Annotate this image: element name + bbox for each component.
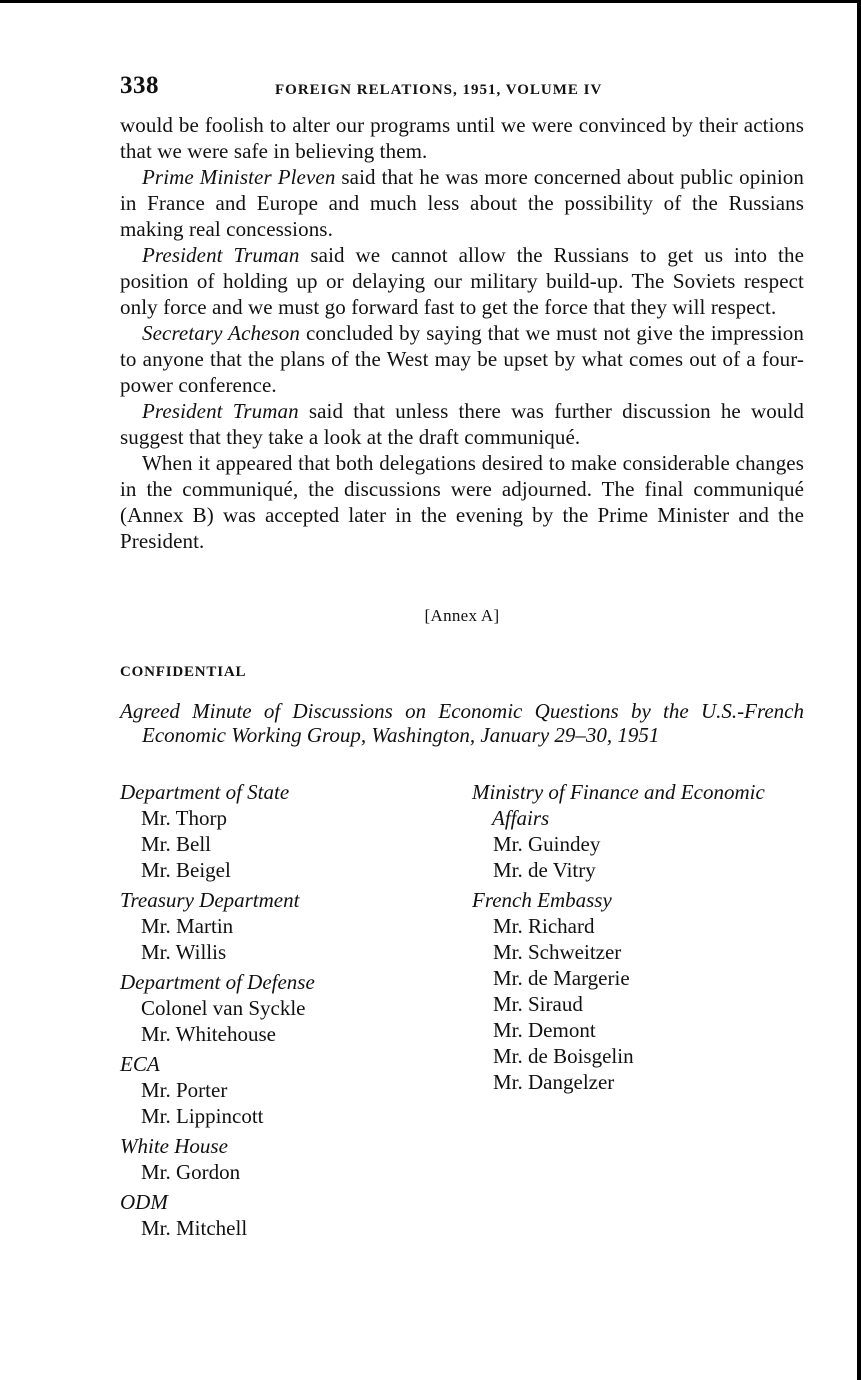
paragraph-text: When it appeared that both delegations desired to make considerable changes in the communiqué, the discussions were adjourned. The final communiqué (Annex B) was accepted later in the evening by the Prime Minister and the President.	[120, 451, 804, 553]
participant-group	[120, 779, 460, 883]
group-name: Ministry of Finance and Economic Affairs	[472, 780, 765, 830]
scan-border-top	[0, 0, 861, 3]
participant-name: Mr. Thorp	[141, 806, 227, 830]
paragraph-text: said that he was more concerned about public opinion in France and Europe and much less about the possibility of the Russians making real concessions.	[120, 165, 804, 241]
participant-name: Mr. de Vitry	[493, 858, 596, 882]
participant-name: Mr. Willis	[141, 940, 227, 964]
paragraph	[120, 164, 804, 242]
paragraph-text: said that unless there was further discussion he would suggest that they take a look at the draft communiqué.	[120, 399, 804, 449]
participant-group	[120, 1133, 460, 1185]
paragraph	[120, 450, 804, 554]
us-participants-column	[120, 779, 460, 1245]
paragraph	[120, 242, 804, 320]
participant-name: Mr. Schweitzer	[493, 940, 622, 964]
participant-name: Mr. Mitchell	[141, 1216, 248, 1240]
paragraph-text: concluded by saying that we must not give the impression to anyone that the plans of the West may be upset by what comes out of a four-power conference.	[120, 321, 804, 397]
participant-name: Mr. Martin	[141, 914, 234, 938]
participant-name: Colonel van Syckle	[141, 996, 306, 1020]
participant-name: Mr. de Boisgelin	[493, 1044, 634, 1068]
running-head: FOREIGN RELATIONS, 1951, VOLUME IV	[275, 82, 603, 98]
participant-name: Mr. Beigel	[141, 858, 231, 882]
participants-list	[120, 779, 804, 1239]
participant-name: Mr. Bell	[141, 832, 212, 856]
speaker-name: President Truman	[142, 399, 299, 423]
annex-label: [Annex A]	[424, 606, 500, 625]
paragraph-text: said we cannot allow the Russians to get us into the position of holding up or delaying our military build-up. The Soviets respect only force and we must go forward fast to get the force that they will respect.	[120, 243, 804, 319]
french-participants-column	[472, 779, 804, 1099]
participant-name: Mr. Richard	[493, 914, 595, 938]
page-number: 338	[120, 72, 159, 99]
group-name: Treasury Department	[120, 888, 300, 912]
participant-name: Mr. Dangelzer	[493, 1070, 615, 1094]
group-name: French Embassy	[472, 888, 612, 912]
paragraph	[120, 320, 804, 398]
group-name: Department of State	[120, 780, 290, 804]
participant-name: Mr. Porter	[141, 1078, 228, 1102]
speaker-name: President Truman	[142, 243, 300, 267]
participant-group	[120, 887, 460, 965]
participant-name: Mr. Whitehouse	[141, 1022, 276, 1046]
speaker-name: Secretary Acheson	[142, 321, 300, 345]
participant-group	[472, 887, 804, 1095]
body-text	[120, 112, 804, 554]
participant-group	[120, 1051, 460, 1129]
scan-border-right	[857, 0, 861, 1380]
participant-name: Mr. Siraud	[493, 992, 583, 1016]
participant-name: Mr. Guindey	[493, 832, 601, 856]
participant-group	[120, 969, 460, 1047]
participant-name: Mr. de Margerie	[493, 966, 630, 990]
document-title: Agreed Minute of Discussions on Economic Questions by the U.S.-French Economic Working Group, Washington, January 29–30, 1951	[120, 699, 804, 747]
participant-name: Mr. Lippincott	[141, 1104, 264, 1128]
group-name: ECA	[120, 1052, 160, 1076]
group-name: ODM	[120, 1190, 168, 1214]
document-page	[120, 72, 804, 1239]
participant-group	[120, 1189, 460, 1241]
paragraph	[120, 398, 804, 450]
participant-name: Mr. Gordon	[141, 1160, 241, 1184]
classification-marking: CONFIDENTIAL	[120, 664, 247, 680]
participant-group	[472, 779, 804, 883]
group-name: White House	[120, 1134, 228, 1158]
group-name: Department of Defense	[120, 970, 315, 994]
speaker-name: Prime Minister Pleven	[142, 165, 336, 189]
participant-name: Mr. Demont	[493, 1018, 596, 1042]
paragraph	[120, 112, 804, 164]
page-header	[120, 72, 804, 112]
paragraph-text: would be foolish to alter our programs until we were convinced by their actions that we were safe in believing them.	[120, 113, 804, 163]
